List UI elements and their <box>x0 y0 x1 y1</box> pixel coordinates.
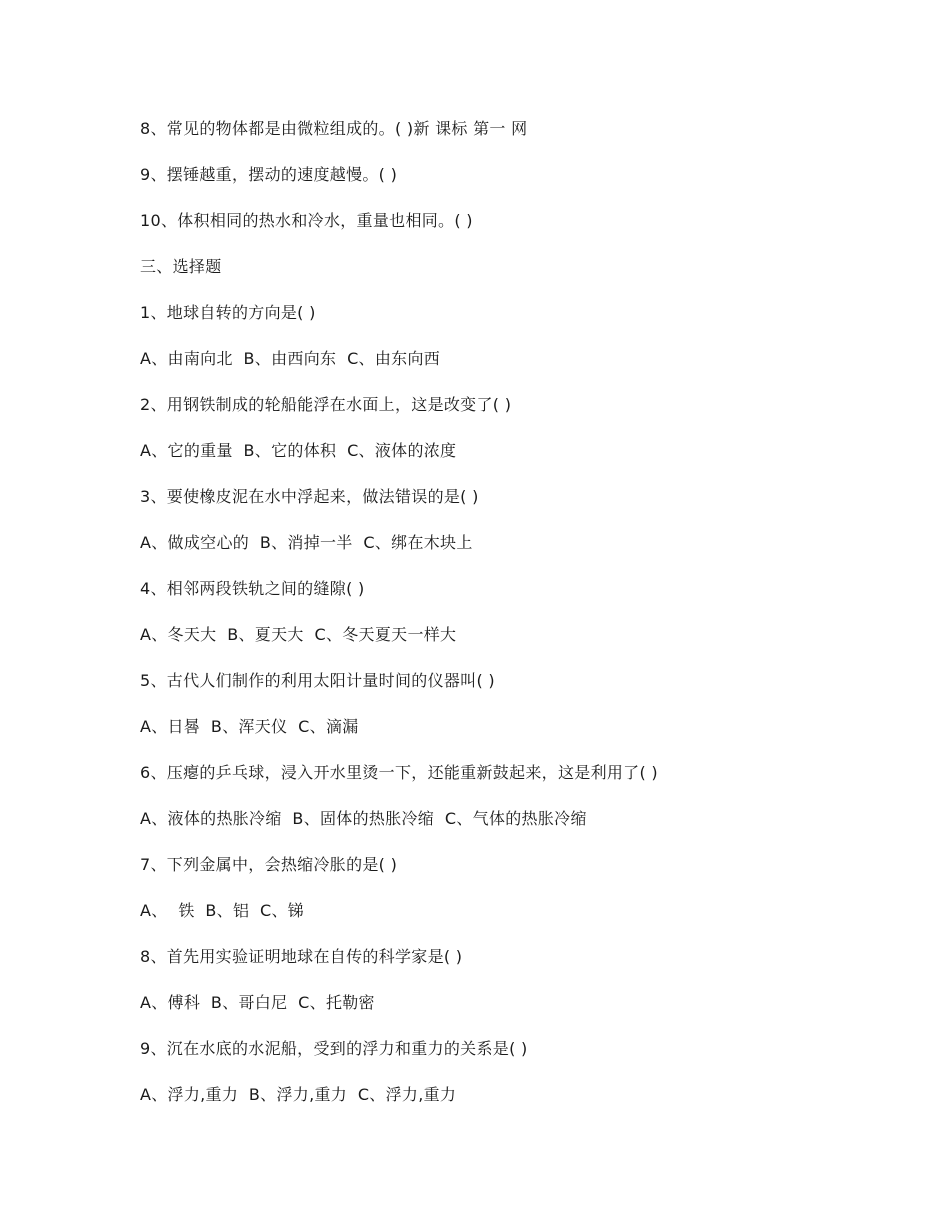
tf-question-8: 8、常见的物体都是由微粒组成的。( )新 课标 第一 网 <box>140 119 528 138</box>
choice-question-1: 1、地球自转的方向是( ) <box>140 303 316 322</box>
choice-options-6: A、液体的热胀冷缩 B、固体的热胀冷缩 C、气体的热胀冷缩 <box>140 809 587 828</box>
choice-options-4: A、冬天大 B、夏天大 C、冬天夏天一样大 <box>140 625 457 644</box>
choice-question-6: 6、压瘪的乒乓球，浸入开水里烫一下，还能重新鼓起来，这是利用了( ) <box>140 763 658 782</box>
choice-question-4: 4、相邻两段铁轨之间的缝隙( ) <box>140 579 365 598</box>
choice-options-1: A、由南向北 B、由西向东 C、由东向西 <box>140 349 441 368</box>
document-body <box>140 118 900 1130</box>
choice-options-5: A、日晷 B、浑天仪 C、滴漏 <box>140 717 359 736</box>
choice-options-7: A、 铁 B、铝 C、锑 <box>140 901 305 920</box>
choice-options-2: A、它的重量 B、它的体积 C、液体的浓度 <box>140 441 457 460</box>
tf-question-10: 10、体积相同的热水和冷水，重量也相同。( ) <box>140 211 473 230</box>
choice-question-3: 3、要使橡皮泥在水中浮起来，做法错误的是( ) <box>140 487 479 506</box>
tf-question-9: 9、摆锤越重，摆动的速度越慢。( ) <box>140 165 398 184</box>
choice-question-2: 2、用钢铁制成的轮船能浮在水面上，这是改变了( ) <box>140 395 512 414</box>
choice-question-8: 8、首先用实验证明地球在自传的科学家是( ) <box>140 947 463 966</box>
choice-options-9: A、浮力,重力 B、浮力,重力 C、浮力,重力 <box>140 1085 457 1104</box>
choice-options-8: A、傅科 B、哥白尼 C、托勒密 <box>140 993 375 1012</box>
choice-question-7: 7、下列金属中，会热缩冷胀的是( ) <box>140 855 398 874</box>
section-heading-choice: 三、选择题 <box>140 257 222 276</box>
choice-options-3: A、做成空心的 B、消掉一半 C、绑在木块上 <box>140 533 473 552</box>
choice-question-5: 5、古代人们制作的利用太阳计量时间的仪器叫( ) <box>140 671 495 690</box>
choice-question-9: 9、沉在水底的水泥船，受到的浮力和重力的关系是( ) <box>140 1039 528 1058</box>
